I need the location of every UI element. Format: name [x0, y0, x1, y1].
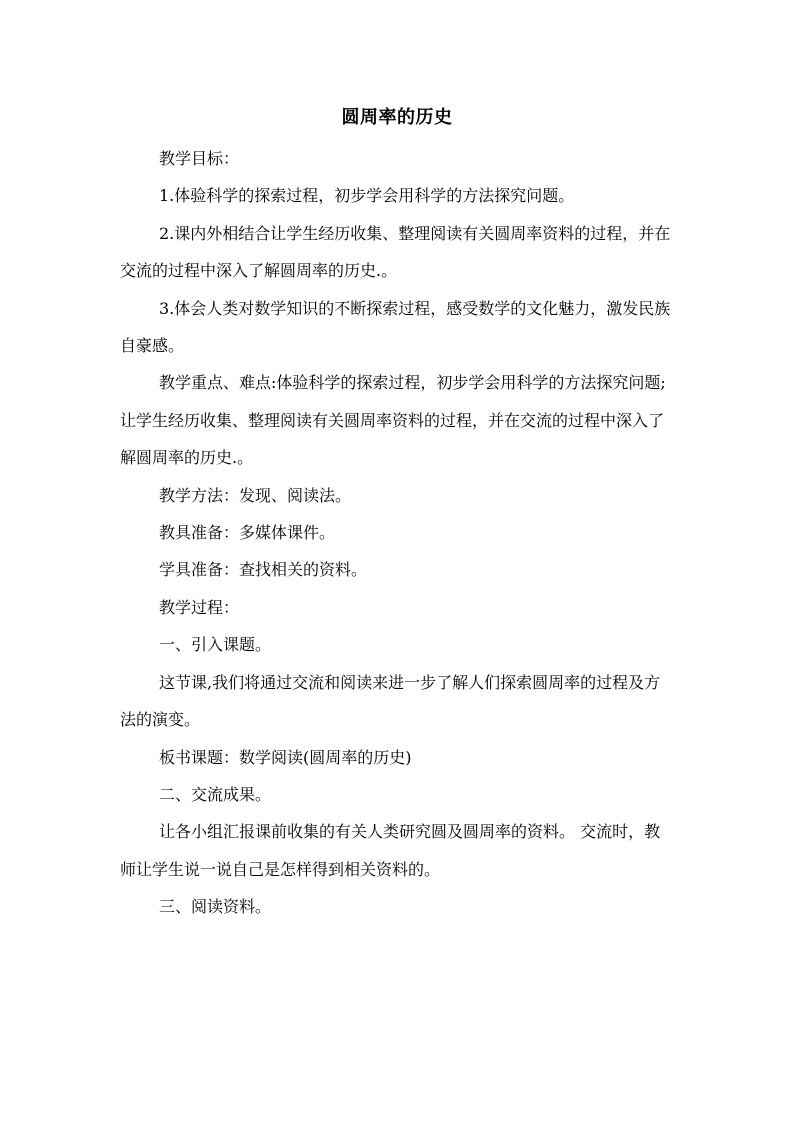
- paragraph-teaching-aids: 教具准备：多媒体课件。: [159, 523, 336, 543]
- paragraph-section-2-heading: 二、交流成果。: [159, 784, 272, 804]
- paragraph-goal-1: 1.体验科学的探索过程，初步学会用科学的方法探究问题。: [159, 186, 575, 206]
- paragraph-teaching-process-heading: 教学过程：: [159, 597, 240, 617]
- paragraph-goal-2: 2.课内外相结合让学生经历收集、整理阅读有关圆周率资料的过程，并在交流的过程中深入了解圆周率的历史.。: [120, 223, 671, 281]
- paragraph-board-title: 板书课题：数学阅读(圆周率的历史): [159, 747, 412, 767]
- paragraph-teaching-goals-heading: 教学目标：: [159, 149, 240, 168]
- paragraph-goal-3: 3.体会人类对数学知识的不断探索过程，感受数学的文化魅力，激发民族自豪感。: [120, 298, 671, 356]
- paragraph-section-1-heading: 一、引入课题。: [159, 635, 272, 655]
- document-title: 圆周率的历史: [341, 107, 453, 128]
- paragraph-section-2-text: 让各小组汇报课前收集的有关人类研究圆及圆周率的资料。 交流时，教师让学生说一说自己是怎样得到相关资料的。: [120, 822, 661, 879]
- paragraph-student-materials: 学具准备：查找相关的资料。: [159, 560, 368, 580]
- paragraph-section-1-text: 这节课,我们将通过交流和阅读来进一步了解人们探索圆周率的过程及方法的演变。: [120, 672, 661, 730]
- paragraph-key-points: 教学重点、难点:体验科学的探索过程，初步学会用科学的方法探究问题;让学生经历收集、整理阅读有关圆周率资料的过程，并在交流的过程中深入了解圆周率的历史.。: [120, 373, 666, 468]
- paragraph-section-3-heading: 三、阅读资料。: [159, 897, 272, 917]
- document-body: [120, 140, 676, 926]
- paragraph-teaching-method: 教学方法：发现、阅读法。: [159, 485, 352, 505]
